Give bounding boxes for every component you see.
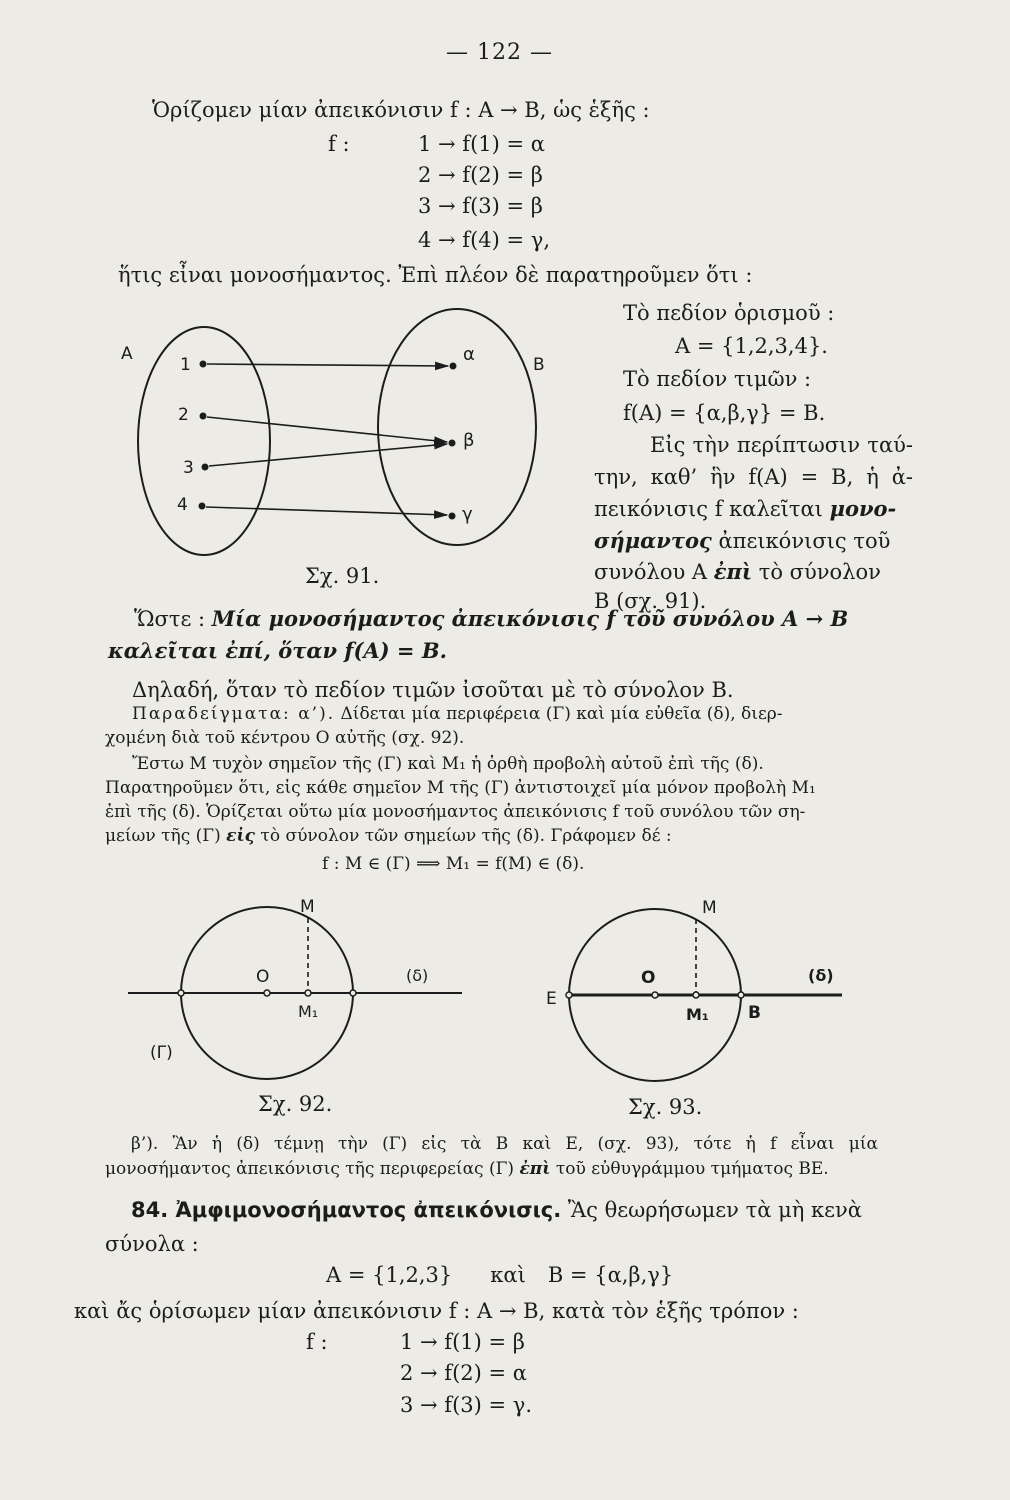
beta-line-1: β’). Ἂν ἡ (δ) τέμνῃ τὴν (Γ) εἰς τὰ B καὶ E, (σχ. 93), τότε ἡ f εἶναι μία: [131, 1134, 878, 1154]
s84-row-3: 3 → f(3) = γ.: [400, 1393, 532, 1417]
examples-line-2: χομένη διὰ τοῦ κέντρου O αὐτῆς (σχ. 92).: [105, 728, 465, 748]
mapping-row-2: 2 → f(2) = β: [418, 163, 543, 187]
right-line-9: συνόλου A ἐπὶ τὸ σύνολον: [594, 559, 881, 584]
fig93-label-m: M: [702, 898, 717, 918]
a-element-1: 1: [180, 355, 191, 375]
right-line-1: Τὸ πεδίον ὁρισμοῦ :: [623, 301, 835, 325]
fig91-caption: Σχ. 91.: [305, 564, 380, 588]
fig93-label-o: O: [641, 968, 656, 988]
beta-line-2: μονοσήμαντος ἀπεικόνισις τῆς περιφερείας (Γ) ἐπὶ τοῦ εὐθυγράμμου τμήματος BE.: [105, 1159, 829, 1179]
b-element-gamma: γ: [462, 504, 473, 525]
examples-formula: f : M ∈ (Γ) ⟹ M₁ = f(M) ∈ (δ).: [322, 854, 585, 874]
section-84-heading: 84. Ἀμφιμονοσήμαντος ἀπεικόνισις. Ἂς θεωρήσωμεν τὰ μὴ κενὰ: [131, 1198, 862, 1222]
mapping-row-3: 3 → f(3) = β: [418, 194, 543, 218]
a-element-4: 4: [177, 495, 188, 515]
mapping-f-label: f :: [328, 132, 350, 156]
right-line-2: A = {1,2,3,4}.: [675, 334, 828, 358]
right-line-7: πεικόνισις f καλεῖται μονο-: [594, 496, 897, 521]
fig92-label-m1: M₁: [298, 1002, 319, 1021]
examples-line-6: μείων τῆς (Γ) εἰς τὸ σύνολον τῶν σημείων τῆς (δ). Γράφομεν δέ :: [105, 826, 672, 846]
page-number: — 122 —: [446, 40, 553, 65]
fig93-label-e: E: [546, 989, 557, 1009]
fig93-caption: Σχ. 93.: [628, 1095, 703, 1119]
right-line-4: f(A) = {α,β,γ} = B.: [623, 401, 826, 425]
a-element-3: 3: [183, 458, 194, 478]
right-line-8: σήμαντος ἀπεικόνισις τοῦ: [594, 528, 891, 553]
fig92-label-o: O: [256, 967, 270, 987]
intro-after: ἥτις εἶναι μονοσήμαντος. Ἐπὶ πλέον δὲ παρατηροῦμεν ὅτι :: [118, 263, 753, 287]
fig93-m1-dot: [693, 992, 699, 998]
s84-row-2: 2 → f(2) = α: [400, 1361, 527, 1385]
fig93-e-dot: [566, 992, 572, 998]
a-element-2: 2: [178, 405, 189, 425]
fig92-label-gamma: (Γ): [150, 1043, 173, 1063]
right-line-6: την, καθ’ ἣν f(A) = B, ἡ ἀ-: [594, 465, 913, 489]
examples-line-4: Παρατηροῦμεν ὅτι, εἰς κάθε σημεῖον M τῆς (Γ) ἀντιστοιχεῖ μία μόνον προβολὴ M₁: [105, 778, 816, 798]
fig93-label-delta: (δ): [808, 966, 834, 985]
namely-line: Δηλαδή, ὅταν τὸ πεδίον τιμῶν ἰσοῦται μὲ τὸ σύνολον B.: [132, 678, 734, 702]
section-84-line-4: καὶ ἄς ὁρίσωμεν μίαν ἀπεικόνισιν f : A → B, κατὰ τὸν ἑξῆς τρόπον :: [74, 1299, 799, 1323]
right-line-3: Τὸ πεδίον τιμῶν :: [623, 367, 812, 391]
fig92-label-m: M: [300, 897, 315, 917]
set-a-label: A: [121, 344, 133, 364]
mapping-row-1: 1 → f(1) = α: [418, 132, 545, 156]
intro-line: Ὁρίζομεν μίαν ἀπεικόνισιν f : A → B, ὡς ἑξῆς :: [152, 98, 650, 122]
section-84-sets: A = {1,2,3} καὶ B = {α,β,γ}: [326, 1263, 674, 1287]
definition-line-1: Ὥστε : Μία μονοσήμαντος ἀπεικόνισις f τοῦ συνόλου A → B: [134, 606, 849, 631]
fig93-label-b: B: [748, 1003, 761, 1023]
set-b-label: B: [533, 355, 545, 375]
s84-f-label: f :: [306, 1330, 328, 1354]
fig93-label-m1: M₁: [686, 1005, 709, 1024]
definition-line-2: καλεῖται ἐπί, ὅταν f(A) = B.: [108, 638, 447, 663]
fig92-label-delta: (δ): [406, 966, 429, 985]
fig93-b-dot: [738, 992, 744, 998]
examples-line-5: ἐπὶ τῆς (δ). Ὁρίζεται οὕτω μία μονοσήμαντος ἀπεικόνισις f τοῦ συνόλου τῶν ση-: [105, 802, 806, 822]
b-element-beta: β: [463, 430, 475, 451]
fig93-center-dot: [652, 992, 658, 998]
examples-line-1: Παραδείγματα: α’). Δίδεται μία περιφέρεια (Γ) καὶ μία εὐθεῖα (δ), διερ-: [132, 704, 783, 724]
section-84-line-2: σύνολα :: [105, 1232, 199, 1256]
right-line-5: Εἰς τὴν περίπτωσιν ταύ-: [650, 433, 913, 457]
mapping-row-4: 4 → f(4) = γ,: [418, 228, 550, 252]
fig92-caption: Σχ. 92.: [258, 1092, 333, 1116]
s84-row-1: 1 → f(1) = β: [400, 1330, 525, 1354]
examples-line-3: Ἔστω M τυχὸν σημεῖον τῆς (Γ) καὶ M₁ ἡ ὀρθὴ προβολὴ αὐτοῦ ἐπὶ τῆς (δ).: [132, 754, 764, 774]
b-element-alpha: α: [463, 344, 475, 365]
right-line-10: B (σχ. 91).: [594, 589, 707, 613]
